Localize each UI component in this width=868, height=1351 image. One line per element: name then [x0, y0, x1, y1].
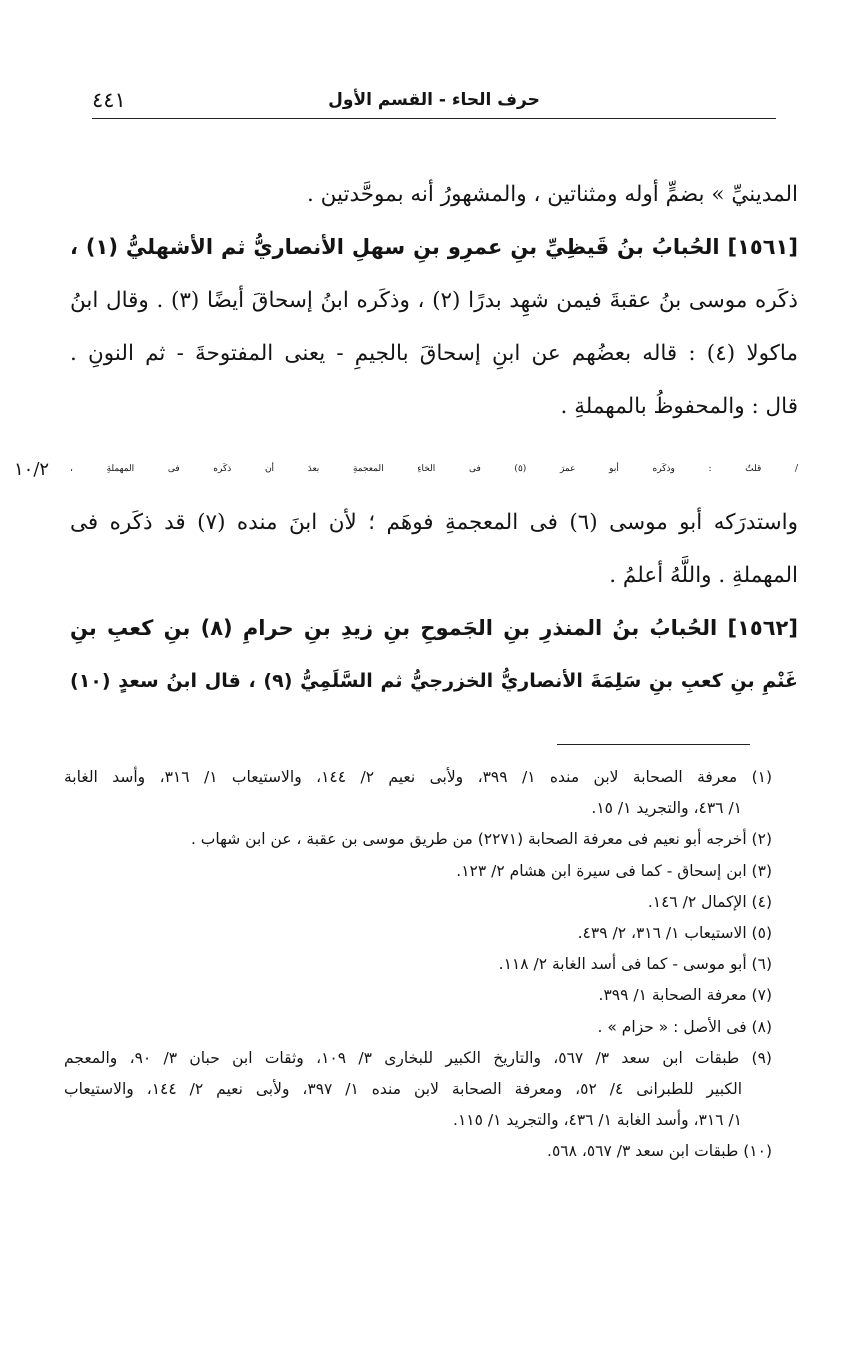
text-line: واستدرَكه أبو موسى (٦) فى المعجمةِ فوهَم ؛ لأن ابنَ منده (٧) قد ذكَره فى	[70, 510, 798, 535]
text-line: ذكَره موسى بنُ عقبةَ فيمن شهِد بدرًا (٢) ، وذكَره ابنُ إسحاقَ أيضًا (٣) . وقال ابنُ	[70, 288, 798, 313]
footnote-item: (٨) فى الأصل : « حزام » .	[597, 1017, 772, 1036]
marginal-page-reference: ١٠/٢	[14, 459, 50, 480]
footnote-item: (١٠) طبقات ابن سعد ٣/ ٥٦٧، ٥٦٨.	[547, 1142, 772, 1161]
footnote-item: (٣) ابن إسحاق - كما فى سيرة ابن هشام ٢/ ١٢٣.	[456, 861, 772, 880]
page-number: ٤٤١	[92, 88, 126, 112]
text-line: المدينيِّ » بضمٍّ أوله ومثناتين ، والمشهورُ أنه بموحَّدتين .	[306, 182, 798, 207]
footnote-item: (٢) أخرجه أبو نعيم فى معرفة الصحابة (٢٢٧١) من طريق موسى بن عقبة ، عن ابن شهاب .	[190, 830, 772, 849]
footnote-item: (٦) أبو موسى - كما فى أسد الغابة ٢/ ١١٨.	[498, 955, 772, 974]
text-line-content: / قلتُ : وذكَره أبو عمرَ (٥) فى الخاءِ المعجمةِ بعدَ أن ذكَره فى المهملةِ ،	[70, 464, 798, 474]
footnotes	[64, 762, 772, 1167]
footnote-item: (١) معرفة الصحابة لابن منده ١/ ٣٩٩، ولأبى نعيم ٢/ ١٤٤، والاستيعاب ١/ ٣١٦، وأسد الغابة	[64, 768, 773, 786]
footnote-item: (٤) الإكمال ٢/ ١٤٦.	[647, 892, 772, 911]
footnote-continuation: ١/ ٣١٦، وأسد الغابة ١/ ٤٣٦، والتجريد ١/ ١١٥.	[453, 1111, 742, 1130]
footnote-continuation: الكبير للطبرانى ٤/ ٥٢، ومعرفة الصحابة لابن منده ١/ ٣٩٧، ولأبى نعيم ٢/ ١٤٤، والاستيعاب	[64, 1079, 742, 1098]
text-line: قال : والمحفوظُ بالمهملةِ .	[560, 394, 798, 419]
running-head-title: حرف الحاء - القسم الأول	[328, 90, 540, 110]
footnote-item: (٥) الاستيعاب ١/ ٣١٦، ٢/ ٤٣٩.	[577, 923, 772, 942]
footnote-separator	[557, 744, 750, 745]
entry-heading-1561: [١٥٦١] الحُبابُ بنُ قَيظِيِّ بنِ عمرِو بنِ سهلِ الأنصاريُّ ثم الأشهليُّ (١) ،	[70, 235, 798, 259]
text-line: المهملةِ . واللَّهُ أعلمُ .	[609, 563, 798, 588]
running-head	[92, 88, 776, 119]
footnote-item: (٧) معرفة الصحابة ١/ ٣٩٩.	[598, 986, 772, 1005]
main-text	[14, 168, 798, 708]
text-line	[14, 443, 798, 496]
footnote-item: (٩) طبقات ابن سعد ٣/ ٥٦٧، والتاريخ الكبير للبخارى ٣/ ١٠٩، وثقات ابن حبان ٣/ ٩٠، والمعجم	[64, 1048, 772, 1067]
entry-heading-1562-continued: غَنْمِ بنِ كعبِ بنِ سَلِمَةَ الأنصاريُّ الخزرجيُّ ثم السَّلَمِيُّ (٩) ، قال ابنُ سعدٍ (١٠)	[70, 670, 798, 692]
footnote-continuation: ١/ ٤٣٦، والتجريد ١/ ١٥.	[591, 799, 742, 818]
text-line: ماكولا (٤) : قاله بعضُهم عن ابنِ إسحاقَ بالجيمِ - يعنى المفتوحةَ - ثم النونِ .	[70, 341, 798, 366]
entry-heading-1562: [١٥٦٢] الحُبابُ بنُ المنذرِ بنِ الجَموحِ بنِ زيدِ بنِ حرامِ (٨) بنِ كعبِ بنِ	[70, 616, 798, 640]
